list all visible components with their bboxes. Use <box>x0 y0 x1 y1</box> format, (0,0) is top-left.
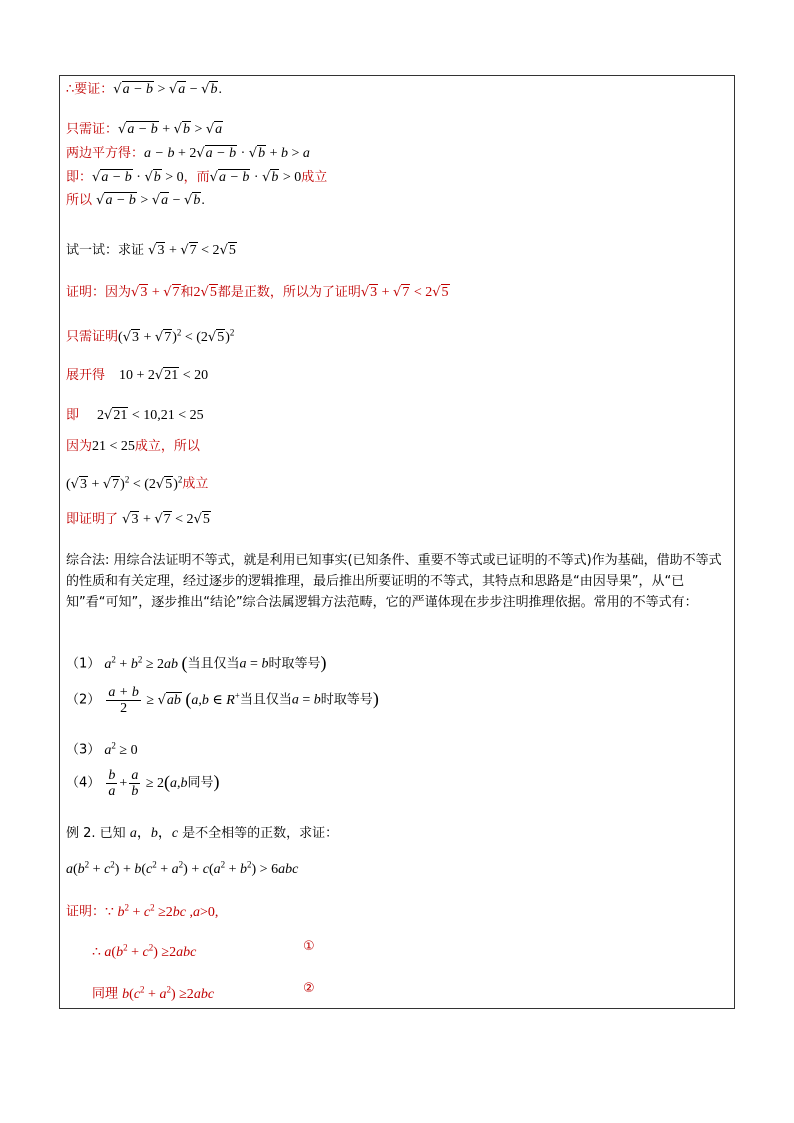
text: 当且仅当 <box>239 692 292 708</box>
math: ∵ $b^2 + c^2 \ge 2bc$ ,a>0, <box>105 902 219 920</box>
text: 因为 <box>66 439 93 454</box>
line-need-prove <box>66 121 223 139</box>
text: 即证明了 <box>66 512 119 527</box>
text: 即： <box>66 170 93 185</box>
text: 证明：因为 <box>66 285 132 300</box>
math: $b(c^2 + a^2) \ge 2abc$ <box>122 984 215 1002</box>
text: 当且仅当 <box>187 656 240 672</box>
formula-4 <box>66 768 220 799</box>
text: 即 <box>66 408 80 423</box>
line-ie <box>66 407 204 425</box>
math: √a − b + √b > √a <box>118 122 223 137</box>
line-therefore <box>66 192 205 210</box>
text: 成立 <box>182 476 209 492</box>
math: a − b + 2√a − b · √b + b > a <box>144 146 310 161</box>
math: √3 + √7 < 2√5 <box>122 512 210 527</box>
math: $a^2 + b^2 \ge 2ab$ ( <box>104 652 188 673</box>
line-namely <box>66 169 327 187</box>
text: 和 <box>180 285 194 300</box>
proof-line-1 <box>66 898 218 922</box>
math: a = b <box>239 656 269 672</box>
formula-3 <box>66 736 138 760</box>
text: 是不全相等的正数，求证： <box>182 826 339 841</box>
proof-line-3 <box>92 980 214 1004</box>
text: 都是正数，所以为了证明 <box>217 285 361 300</box>
math: $(√3 + √7)^2 < (2√5)^2$ <box>66 474 183 492</box>
line-proved <box>66 511 211 529</box>
line-only-need <box>66 323 234 347</box>
line-conclusion-eq <box>66 470 208 494</box>
formula-2 <box>66 685 379 716</box>
line-try <box>66 242 237 260</box>
math: √3 + √7 < 2√5 <box>360 285 449 300</box>
math: √a − b > √a − √b. <box>96 193 205 208</box>
math: 10 + 2√21 < 20 <box>119 368 209 383</box>
text: ∴要证： <box>66 82 114 97</box>
proof-line-2 <box>92 938 196 962</box>
text: 同号 <box>187 775 214 791</box>
circle-1: ① <box>303 939 315 954</box>
example-2-inequality <box>66 855 298 879</box>
text: ，而 <box>183 170 210 185</box>
text: 时取等号 <box>268 656 321 672</box>
text: 只需证： <box>66 122 119 137</box>
text: 展开得 <box>66 368 106 383</box>
math: √a − b · √b > 0 <box>209 170 302 185</box>
formula-1 <box>66 650 326 674</box>
math: ∴ $a(b^2 + c^2) \ge 2abc$ <box>92 942 197 960</box>
text: （1） <box>66 656 101 672</box>
math: $\frac{b}{a}$ + $\frac{a}{b}$ ≥ 2(a,b <box>108 768 188 799</box>
line-square-both <box>66 145 310 163</box>
math: $(√3 + √7)^2 < (2√5)^2$ <box>118 327 235 345</box>
text: 时取等号 <box>320 692 373 708</box>
line-to-prove <box>66 81 222 99</box>
math: √a − b > √a − √b. <box>113 82 222 97</box>
math: 2√21 < 10,21 < 25 <box>97 408 204 423</box>
text: 两边平方得： <box>66 146 145 161</box>
text: 所以 <box>66 193 93 208</box>
text: 同理 <box>92 986 119 1002</box>
math: a = b <box>291 692 321 708</box>
math: 2√5 <box>193 285 217 300</box>
line-expand <box>66 367 208 385</box>
math: ) <box>320 652 327 673</box>
text: 只需证明 <box>66 329 119 345</box>
math: $a(b^2 + c^2) + b(c^2 + a^2) + c(a^2 + b^2) > 6abc$ <box>66 859 299 877</box>
text: （3） <box>66 742 101 758</box>
line-because <box>66 438 200 456</box>
text: 例 2. 已知 <box>66 826 126 841</box>
synthetic-method-paragraph: 综合法: 用综合法证明不等式，就是利用已知事实(已知条件、重要不等式或已证明的不等式)作为基础，借助不等式的性质和有关定理，经过逐步的逻辑推理，最后推出所要证明的不等式，其特点和思路是“由因导果”，从“已知”看“可知”，逐步推出“结论”综合法属逻辑方法范畴，它的严谨体现在步步注明推理依据。常用的不等式有： <box>66 553 722 610</box>
line-proof-start <box>66 284 450 302</box>
math: ) <box>372 688 379 709</box>
math: 21 < 25 <box>92 439 135 454</box>
math: √3 + √7 <box>131 285 180 300</box>
text: 试一试：求证 <box>66 243 145 258</box>
text: 成立，所以 <box>134 439 200 454</box>
math: a，b，c <box>129 826 179 841</box>
circle-2: ② <box>303 981 315 996</box>
math: $a^2 \ge 0$ <box>104 740 138 758</box>
example-2 <box>66 825 338 843</box>
text: 成立 <box>301 170 328 185</box>
text: （2） <box>66 692 101 708</box>
math: ) <box>213 771 220 792</box>
text: 证明： <box>66 904 106 920</box>
math: √a − b · √b > 0 <box>92 170 184 185</box>
text: （4） <box>66 775 101 791</box>
math: $\frac{a + b}{2}$ ≥ √ab (a,b ∈ R+ <box>108 685 240 716</box>
math: √3 + √7 < 2√5 <box>148 243 236 258</box>
